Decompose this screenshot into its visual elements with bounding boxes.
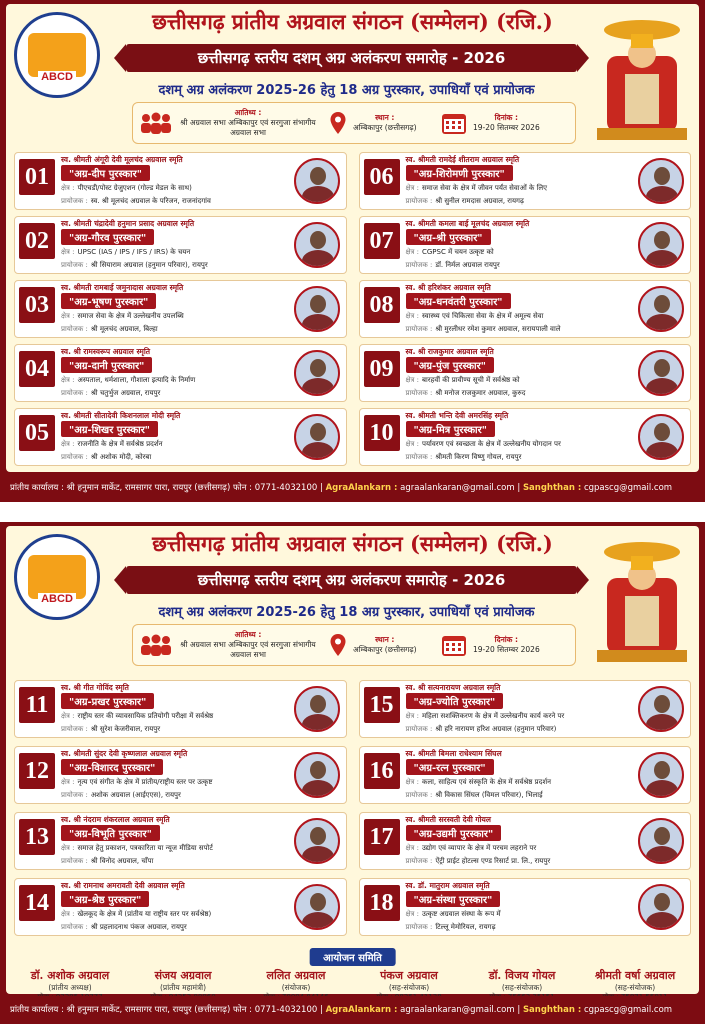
award-field [61, 312, 184, 321]
member-name: संजय अग्रवाल [154, 969, 212, 982]
award-title: "अग्र-संस्था पुरस्कार" [406, 891, 501, 907]
award-field [406, 778, 551, 787]
logo-text: ABCD [38, 71, 76, 83]
award-sponsor [406, 923, 496, 932]
date-info [435, 111, 575, 135]
award-sponsor [406, 725, 557, 734]
sponsor-value: टिल्लू मेमोरियल, रायगढ़ [435, 923, 496, 931]
sponsor-value: श्री मूलचंद अग्रवाल, बिल्हा [90, 325, 158, 333]
logo-text: ABCD [38, 593, 76, 605]
honoree-photo [638, 752, 684, 798]
field-value: नृत्य एवं संगीत के क्षेत्र में प्रांतीय/राष्ट्रीय स्तर पर उत्कृष्ट [77, 778, 213, 786]
maharaja-agrasen-portrait [587, 16, 697, 142]
award-title: "अग्र-दीप पुरस्कार" [61, 165, 150, 181]
email-label-sanghthan: Sanghthan : [522, 1005, 582, 1015]
field-label: क्षेत्र : [405, 712, 419, 720]
email-label-alankaran: AgraAlankarn : [325, 483, 398, 493]
award-title: "अग्र-भूषण पुरस्कार" [61, 293, 156, 309]
honoree-photo [638, 884, 684, 930]
award-field [406, 712, 565, 721]
field-label: क्षेत्र : [405, 248, 419, 256]
honoree-photo [294, 752, 340, 798]
award-sponsor [61, 197, 211, 206]
event-banner: छत्तीसगढ़ स्तरीय दशम् अग्र अलंकरण समारोह - 2026 [126, 44, 577, 72]
award-sponsor [61, 791, 181, 800]
calendar-icon [441, 633, 467, 657]
award-number: 06 [364, 159, 400, 195]
award-card [359, 280, 692, 338]
award-title: "अग्र-मित्र पुरस्कार" [406, 421, 495, 437]
award-title: "अग्र-ज्योति पुरस्कार" [406, 693, 504, 709]
member-name: ललित अग्रवाल [266, 969, 326, 982]
award-number: 03 [19, 287, 55, 323]
award-title: "अग्र-श्रेष्ठ पुरस्कार" [61, 891, 149, 907]
award-cards-page-2 [14, 680, 691, 936]
poster-2 [0, 522, 705, 1024]
office-address: प्रांतीय कार्यालय : श्री हनुमान मार्केट, रामसागर पारा, रायपुर (छत्तीसगढ़) फोन : 0771-4032100 [10, 1005, 318, 1015]
member-role: (प्रांतीय महामंत्री) [160, 983, 206, 992]
venue-label: स्थान : [375, 113, 395, 122]
award-title: "अग्र-गौरव पुरस्कार" [61, 229, 154, 245]
award-number: 09 [364, 351, 400, 387]
field-value: समाज सेवा के क्षेत्र में जीवन पर्यंत सेवाओं के लिए [421, 184, 548, 192]
award-card [14, 216, 347, 274]
field-label: क्षेत्र : [61, 376, 75, 384]
sponsor-label: प्रायोजक : [405, 197, 433, 205]
award-number: 08 [364, 287, 400, 323]
award-sponsor [406, 197, 524, 206]
field-label: क्षेत्र : [61, 440, 75, 448]
organization-logo [14, 12, 100, 98]
award-memorial: स्व. श्री रामस्वरूप अग्रवाल स्मृति [61, 347, 151, 356]
member-name: पंकज अग्रवाल [380, 969, 438, 982]
award-card [14, 408, 347, 466]
sponsor-label: प्रायोजक : [405, 923, 433, 931]
award-card [14, 878, 347, 936]
sponsor-value: डॉ. निर्मल अग्रवाल रायपुर [435, 261, 500, 269]
honoree-photo [294, 222, 340, 268]
venue-info [323, 633, 435, 657]
maharaja-agrasen-portrait [587, 538, 697, 664]
field-label: क्षेत्र : [61, 248, 75, 256]
field-value: समाज हेतु प्रकाशन, पत्रकारिता या न्यूज मीडिया सपोर्ट [77, 844, 213, 852]
award-card [359, 216, 692, 274]
sponsor-label: प्रायोजक : [61, 261, 88, 269]
venue-value: अम्बिकापुर (छत्तीसगढ़) [353, 123, 417, 132]
honoree-photo [638, 222, 684, 268]
award-card [14, 680, 347, 738]
venue-info [323, 111, 435, 135]
date-label: दिनांक : [494, 635, 519, 644]
sponsor-label: प्रायोजक : [405, 791, 433, 799]
award-title: "अग्र-विभूति पुरस्कार" [61, 825, 160, 841]
email-alankaran[interactable]: agraalankaran@gmail.com [400, 483, 515, 493]
award-sponsor [61, 389, 160, 398]
sponsor-label: प्रायोजक : [405, 261, 433, 269]
sponsor-label: प्रायोजक : [61, 453, 88, 461]
award-memorial: स्व. डॉ. मातुराम अग्रवाल स्मृति [405, 881, 490, 890]
sponsor-value: श्री सुरेश केजरीवाल, रायपुर [90, 725, 161, 733]
award-card [14, 812, 347, 870]
award-field [61, 844, 213, 853]
honoree-photo [638, 818, 684, 864]
honoree-photo [638, 286, 684, 332]
sponsor-label: प्रायोजक : [61, 857, 88, 865]
date-value: 19-20 सितम्बर 2026 [473, 123, 540, 132]
sponsor-label: प्रायोजक : [405, 453, 433, 461]
award-number: 01 [19, 159, 55, 195]
sponsor-label: प्रायोजक : [405, 725, 433, 733]
award-field [61, 910, 211, 919]
award-memorial: स्व. श्री राजकुमार अग्रवाल स्मृति [405, 347, 494, 356]
award-sponsor [406, 791, 543, 800]
sponsor-value: श्री अशोक मोदी, कोरबा [90, 453, 152, 461]
award-field [61, 778, 212, 787]
award-memorial: स्व. श्रीमती चंद्रादेवी हनुमान प्रसाद अग्रवाल स्मृति [61, 219, 195, 228]
email-sanghthan[interactable]: cgpascg@gmail.com [583, 483, 673, 493]
award-memorial: स्व. श्रीमती रामबाई जमुनादास अग्रवाल स्मृति [61, 283, 184, 292]
award-cards-page-1 [14, 152, 691, 466]
award-field [406, 248, 494, 257]
sponsor-label: प्रायोजक : [61, 791, 88, 799]
award-memorial: स्व. श्रीमती सुंदर देवी कृष्णलाल अग्रवाल स्मृति [61, 749, 188, 758]
award-title: "अग्र-रत्न पुरस्कार" [406, 759, 494, 775]
field-value: अस्पताल, धर्मशाला, गौशाला इत्यादि के निर्माण [77, 376, 196, 384]
event-info-bar [132, 624, 576, 666]
award-field [406, 312, 544, 321]
email-label-sanghthan: Sanghthan : [522, 483, 582, 493]
field-label: क्षेत्र : [61, 844, 75, 852]
email-sanghthan[interactable]: cgpascg@gmail.com [583, 1005, 673, 1015]
location-pin-icon [329, 633, 347, 657]
award-title: "अग्र-शिरोमणी पुरस्कार" [406, 165, 513, 181]
field-label: क्षेत्र : [405, 440, 419, 448]
poster-1 [0, 0, 705, 502]
award-title: "अग्र-दानी पुरस्कार" [61, 357, 152, 373]
logo-emblem [28, 33, 86, 83]
award-card [359, 152, 692, 210]
venue-value: अम्बिकापुर (छत्तीसगढ़) [353, 645, 417, 654]
sponsor-value: श्री हरि नारायण हरिश अग्रवाल (हनुमान परिवार) [435, 725, 557, 733]
member-name: श्रीमती वर्षा अग्रवाल [594, 969, 676, 982]
field-value: उत्कृष्ट अग्रवाल संस्था के रूप में [421, 910, 501, 918]
award-title: "अग्र-पुंज पुरस्कार" [406, 357, 494, 373]
award-number: 05 [19, 415, 55, 451]
organization-title: छत्तीसगढ़ प्रांतीय अग्रवाल संगठन (सम्मेलन) (रजि.) [152, 531, 553, 556]
award-memorial: स्व. श्री हरिशंकर अग्रवाल स्मृति [405, 283, 491, 292]
field-value: पीएचडी/पोस्ट ग्रेजुएशन (गोल्ड मेडल के साथ) [77, 184, 192, 192]
award-card [359, 746, 692, 804]
sponsor-label: प्रायोजक : [405, 389, 433, 397]
member-role: (प्रांतीय अध्यक्ष) [48, 983, 92, 992]
honoree-photo [294, 884, 340, 930]
honoree-photo [294, 158, 340, 204]
award-title: "अग्र-उद्यमी पुरस्कार" [406, 825, 502, 841]
honoree-photo [294, 286, 340, 332]
award-field [406, 844, 537, 853]
field-label: क्षेत्र : [61, 778, 75, 786]
honoree-photo [638, 158, 684, 204]
award-number: 13 [19, 819, 55, 855]
event-info-bar [132, 102, 576, 144]
field-value: UPSC (IAS / IPS / IFS / IRS) के चयन [77, 248, 191, 256]
venue-label: स्थान : [375, 635, 395, 644]
award-sponsor [406, 389, 526, 398]
member-role: (सह-संयोजक) [501, 983, 543, 992]
award-number: 18 [364, 885, 400, 921]
award-sponsor [406, 325, 561, 334]
award-sponsor [61, 261, 208, 270]
award-sponsor [406, 453, 522, 462]
field-value: खेलकूद के क्षेत्र में (प्रांतीय या राष्ट्रीय स्तर पर सर्वश्रेष्ठ) [77, 910, 212, 918]
award-title: "अग्र-शिखर पुरस्कार" [61, 421, 158, 437]
sponsor-value: स्व. श्री मूलचंद अग्रवाल के परिजन, राजनांदगांव [90, 197, 211, 205]
award-field [61, 376, 195, 385]
host-label: आतिथ्य : [234, 630, 262, 639]
honoree-photo [638, 414, 684, 460]
logo-emblem [28, 555, 86, 605]
field-label: क्षेत्र : [405, 376, 419, 384]
sponsor-value: अशोक अग्रवाल (आईएएस), रायपुर [90, 791, 181, 799]
honoree-photo [294, 686, 340, 732]
honoree-photo [294, 818, 340, 864]
award-memorial: स्व. श्री नंदराम शंकरलाल अग्रवाल स्मृति [61, 815, 170, 824]
honoree-photo [638, 350, 684, 396]
host-value: श्री अग्रवाल सभा अम्बिकापुर एवं सरगुजा संभागीय अग्रवाल सभा [180, 640, 316, 659]
award-card [14, 152, 347, 210]
field-value: बारहवीं की प्रावीण्य सूची में सर्वश्रेष्ठ को [421, 376, 520, 384]
award-number: 14 [19, 885, 55, 921]
member-role: (संयोजक) [281, 983, 311, 992]
award-number: 02 [19, 223, 55, 259]
award-card [359, 680, 692, 738]
award-sponsor [61, 453, 151, 462]
award-number: 04 [19, 351, 55, 387]
awards-subtitle: दशम् अग्र अलंकरण 2025-26 हेतु 18 अग्र पुरस्कार, उपाधियाँ एवं प्रायोजक [158, 83, 535, 98]
field-value: पर्यावरण एवं स्वच्छता के क्षेत्र में उल्लेखनीय योगदान पर [421, 440, 561, 448]
award-card [359, 878, 692, 936]
host-value: श्री अग्रवाल सभा अम्बिकापुर एवं सरगुजा संभागीय अग्रवाल सभा [180, 118, 316, 137]
email-label-alankaran: AgraAlankarn : [325, 1005, 398, 1015]
award-number: 07 [364, 223, 400, 259]
host-label: आतिथ्य : [234, 108, 262, 117]
sponsor-value: श्री प्रहलादनाथ पंकज अग्रवाल, रायपुर [90, 923, 187, 931]
sponsor-label: प्रायोजक : [61, 325, 88, 333]
sponsor-value: श्री मुरलीधर रमेश कुमार अग्रवाल, सरायपाली वाले [435, 325, 561, 333]
sponsor-label: प्रायोजक : [405, 857, 433, 865]
organization-title: छत्तीसगढ़ प्रांतीय अग्रवाल संगठन (सम्मेलन) (रजि.) [152, 9, 553, 34]
award-title: "अग्र-विशारद पुरस्कार" [61, 759, 163, 775]
award-title: "अग्र-धनवंतरी पुरस्कार" [406, 293, 511, 309]
field-label: क्षेत्र : [405, 778, 419, 786]
award-memorial: स्व. श्रीमती रामदेई शीतराम अग्रवाल स्मृति [405, 155, 520, 164]
member-role: (सह-संयोजक) [388, 983, 430, 992]
field-label: क्षेत्र : [405, 184, 419, 192]
award-field [406, 184, 548, 193]
award-sponsor [61, 725, 160, 734]
award-card [14, 746, 347, 804]
award-sponsor [61, 325, 158, 334]
member-name: डॉ. विजय गोयल [488, 969, 556, 982]
email-alankaran[interactable]: agraalankaran@gmail.com [400, 1005, 515, 1015]
field-value: उद्योग एवं व्यापार के क्षेत्र में परचम लहराने पर [421, 844, 537, 852]
date-label: दिनांक : [494, 113, 519, 122]
award-card [359, 812, 692, 870]
award-memorial: स्व. श्रीमती सरस्वती देवी गोयल [405, 815, 491, 824]
award-sponsor [61, 857, 153, 866]
award-title: "अग्र-श्री पुरस्कार" [406, 229, 491, 245]
field-value: CGPSC में चयन उत्कृष्ट को [421, 248, 494, 256]
field-label: क्षेत्र : [405, 844, 419, 852]
sponsor-value: श्री सियाराम अग्रवाल (हनुमान परिवार), रायपुर [90, 261, 208, 269]
sponsor-value: श्री सुनील रामदास अग्रवाल, रायगढ़ [435, 197, 524, 205]
award-card [359, 344, 692, 402]
field-label: क्षेत्र : [405, 312, 419, 320]
field-value: समाज सेवा के क्षेत्र में उल्लेखनीय उपलब्धि [77, 312, 184, 320]
award-field [406, 440, 561, 449]
award-sponsor [406, 857, 551, 866]
award-memorial: स्व. श्रीमती अंगूरी देवी मूलचंद अग्रवाल स्मृति [61, 155, 183, 164]
award-field [61, 440, 162, 449]
field-label: क्षेत्र : [61, 910, 75, 918]
sponsor-value: श्री चतुर्भुज अग्रवाल, रायपुर [90, 389, 161, 397]
award-number: 15 [364, 687, 400, 723]
award-memorial: स्व. श्रीमती सीतादेवी किशनलाल मोदी स्मृति [61, 411, 181, 420]
award-field [406, 910, 501, 919]
sponsor-label: प्रायोजक : [405, 325, 433, 333]
honoree-photo [294, 350, 340, 396]
award-memorial: स्व. श्रीमती भन्ति देवी अमरसिंह स्मृति [405, 411, 509, 420]
sponsor-value: श्री मनोज राजकुमार अग्रवाल, कुरुद [435, 389, 526, 397]
committee-title: आयोजन समिति [309, 948, 396, 966]
poster-footer: प्रांतीय कार्यालय : श्री हनुमान मार्केट, रामसागर पारा, रायपुर (छत्तीसगढ़) फोन : 0771-4032100 | AgraAlankarn : agraalankaran@gmail.com | Sanghthan : cgpascg@gmail.com [0, 474, 705, 502]
award-memorial: स्व. श्रीमती बिमला राधेश्याम सिंघल [405, 749, 502, 758]
member-role: (सह-संयोजक) [614, 983, 656, 992]
date-value: 19-20 सितम्बर 2026 [473, 645, 540, 654]
field-label: क्षेत्र : [61, 184, 75, 192]
award-number: 17 [364, 819, 400, 855]
honoree-photo [638, 686, 684, 732]
award-memorial: स्व. श्रीमती कमला बाई मूलचंद अग्रवाल स्मृति [405, 219, 530, 228]
poster-footer: प्रांतीय कार्यालय : श्री हनुमान मार्केट, रामसागर पारा, रायपुर (छत्तीसगढ़) फोन : 0771-4032100 | AgraAlankarn : agraalankaran@gmail.com | Sanghthan : cgpascg@gmail.com [0, 996, 705, 1024]
award-number: 12 [19, 753, 55, 789]
award-memorial: स्व. श्री रामनाथ अमरावती देवी अग्रवाल स्मृति [61, 881, 185, 890]
group-icon [139, 634, 173, 656]
award-card [14, 280, 347, 338]
award-memorial: स्व. श्री सत्यनारायण अग्रवाल स्मृति [405, 683, 501, 692]
date-info [435, 633, 575, 657]
sponsor-value: श्री विकास सिंघल (विमल परिवार), भिलाई [435, 791, 543, 799]
award-sponsor [61, 923, 187, 932]
host-info [133, 630, 323, 660]
field-label: क्षेत्र : [405, 910, 419, 918]
sponsor-label: प्रायोजक : [61, 923, 88, 931]
sponsor-value: श्रीमती किरण विष्णु गोयल, रायपुर [435, 453, 522, 461]
award-card [359, 408, 692, 466]
award-field [61, 248, 190, 257]
award-memorial: स्व. श्री गीत गोविंद स्मृति [61, 683, 129, 692]
member-name: डॉ. अशोक अग्रवाल [30, 969, 110, 982]
award-field [61, 712, 213, 721]
host-info [133, 108, 323, 138]
award-title: "अग्र-प्रखर पुरस्कार" [61, 693, 154, 709]
award-number: 16 [364, 753, 400, 789]
sponsor-label: प्रायोजक : [61, 197, 88, 205]
field-label: क्षेत्र : [61, 312, 75, 320]
honoree-photo [294, 414, 340, 460]
award-field [406, 376, 520, 385]
award-number: 11 [19, 687, 55, 723]
sponsor-value: ऐंट्री प्राईट होटल्स एण्ड रिसार्ट प्रा. लि., रायपुर [435, 857, 551, 865]
award-field [61, 184, 192, 193]
sponsor-label: प्रायोजक : [61, 725, 88, 733]
field-value: कला, साहित्य एवं संस्कृति के क्षेत्र में सर्वश्रेष्ठ प्रदर्शन [421, 778, 551, 786]
award-card [14, 344, 347, 402]
location-pin-icon [329, 111, 347, 135]
field-value: राष्ट्रीय स्तर की व्यावसायिक प्रतियोगी परीक्षा में सर्वश्रेष्ठ [77, 712, 214, 720]
award-sponsor [406, 261, 500, 270]
award-number: 10 [364, 415, 400, 451]
field-value: महिला सशक्तिकरण के क्षेत्र में उल्लेखनीय कार्य करने पर [421, 712, 565, 720]
field-value: स्वास्थ्य एवं चिकित्सा सेवा के क्षेत्र में अमूल्य सेवा [421, 312, 544, 320]
field-value: राजनीति के क्षेत्र में सर्वश्रेष्ठ प्रदर्शन [77, 440, 163, 448]
group-icon [139, 112, 173, 134]
awards-subtitle: दशम् अग्र अलंकरण 2025-26 हेतु 18 अग्र पुरस्कार, उपाधियाँ एवं प्रायोजक [158, 605, 535, 620]
sponsor-value: श्री विनोद अग्रवाल, चाँपा [90, 857, 154, 865]
organization-logo [14, 534, 100, 620]
sponsor-label: प्रायोजक : [61, 389, 88, 397]
event-banner: छत्तीसगढ़ स्तरीय दशम् अग्र अलंकरण समारोह - 2026 [126, 566, 577, 594]
field-label: क्षेत्र : [61, 712, 75, 720]
office-address: प्रांतीय कार्यालय : श्री हनुमान मार्केट, रामसागर पारा, रायपुर (छत्तीसगढ़) फोन : 0771-4032100 [10, 483, 318, 493]
calendar-icon [441, 111, 467, 135]
